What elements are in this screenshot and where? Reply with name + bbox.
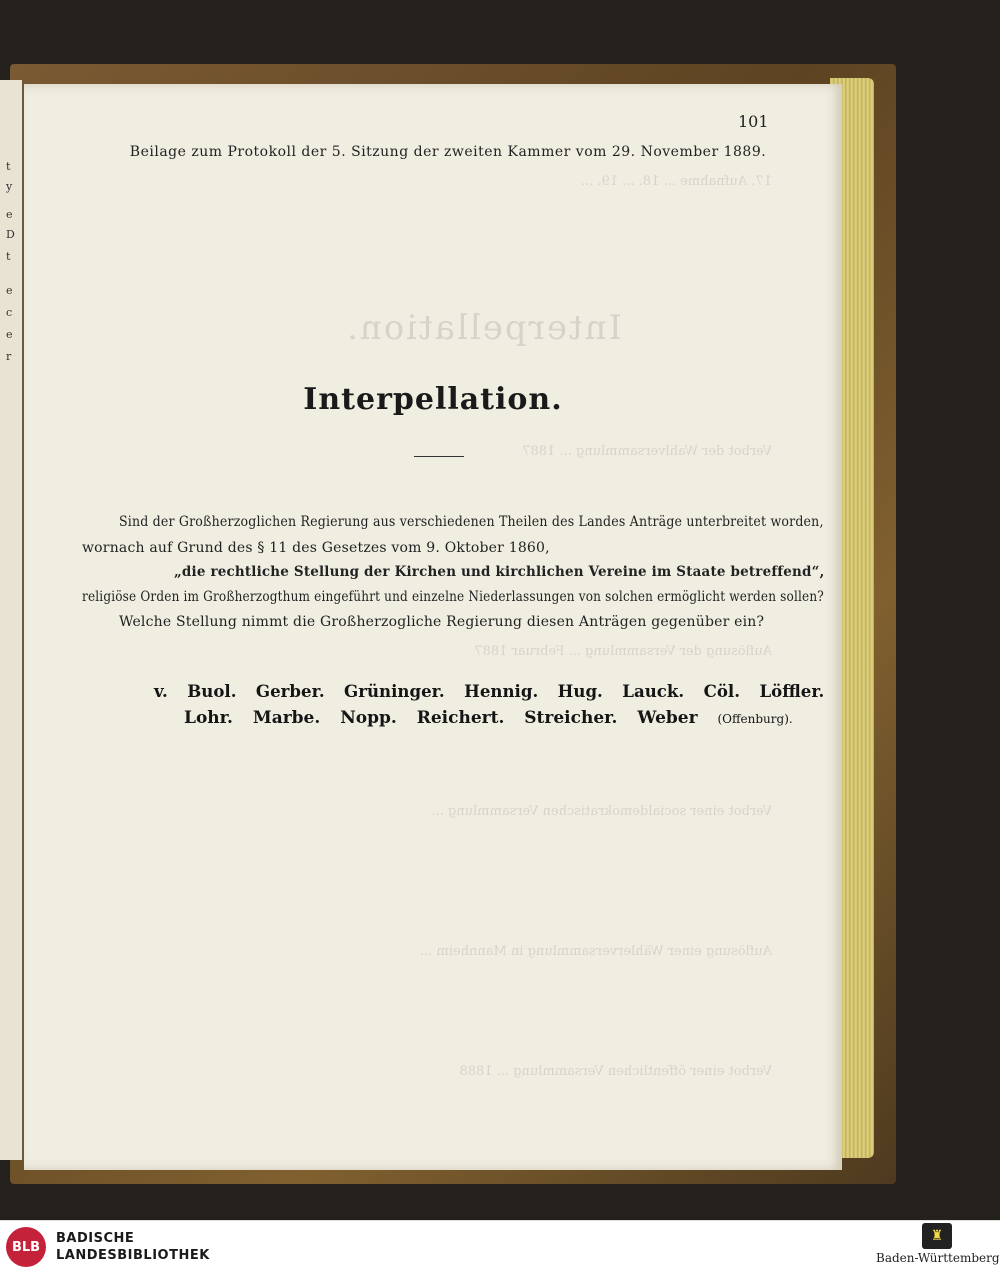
coat-of-arms-icon: ♜ [922, 1223, 952, 1249]
margin-letter: t [6, 250, 11, 263]
viewer-footer [0, 1220, 1000, 1272]
body-line: religiöse Orden im Großherzogthum eingeführt und einzelne Niederlassungen von solchen ermöglicht werden sollen? [82, 589, 824, 605]
bleed-line: Verbot einer öffentlichen Versammlung ... 1888 [459, 1064, 772, 1079]
signers-line-1: v. Buol. Gerber. Grüninger. Hennig. Hug. Lauck. Cöl. Löffler. [154, 682, 825, 702]
quoted-law-title: „die rechtliche Stellung der Kirchen und kirchlichen Vereine im Staate betreffend“, [174, 564, 825, 580]
library-name-line-1: BADISCHE [56, 1231, 135, 1246]
title-rule [414, 456, 464, 457]
body-line: Sind der Großherzoglichen Regierung aus verschiedenen Theilen des Landes Anträge unterbreitet worden, [119, 514, 824, 530]
margin-letter: e [6, 284, 13, 297]
bleed-line: Verbot der Wahlversammlung ... 1887 [522, 444, 772, 459]
body-line: wornach auf Grund des § 11 des Gesetzes vom 9. Oktober 1860, [82, 540, 550, 556]
margin-letter: r [6, 350, 12, 363]
margin-letter: e [6, 208, 13, 221]
margin-letter: t [6, 160, 11, 173]
bleed-line: Auflösung der Versammlung ... Februar 1887 [474, 644, 772, 659]
library-name[interactable] [56, 1230, 210, 1264]
bleed-line: Auflösung einer Wählerversammlung in Mannheim ... [419, 944, 772, 959]
book-page [24, 84, 842, 1170]
state-name: Baden-Württemberg [876, 1251, 1000, 1265]
blb-logo[interactable]: BLB [6, 1227, 46, 1267]
margin-letter: e [6, 328, 13, 341]
signers-names: Lohr. Marbe. Nopp. Reichert. Streicher. Weber [184, 708, 698, 728]
bleed-title: Interpellation. [345, 308, 622, 348]
bleed-line: 17. Aufnahme ... 18. ... 19. ... [580, 174, 772, 189]
library-name-line-2: LANDESBIBLIOTHEK [56, 1248, 210, 1263]
running-head: Beilage zum Protokoll der 5. Sitzung der zweiten Kammer vom 29. November 1889. [129, 144, 767, 160]
body-line: Welche Stellung nimmt die Großherzogliche Regierung diesen Anträgen gegenüber ein? [119, 614, 765, 630]
left-page-sliver [0, 80, 24, 1160]
margin-letter: y [6, 180, 13, 193]
signers-line-2 [184, 708, 793, 728]
page-number: 101 [738, 112, 769, 131]
signers-note: (Offenburg). [717, 712, 793, 726]
document-title: Interpellation. [303, 382, 563, 417]
bleed-line: Verbot einer socialdemokratischen Versammlung ... [431, 804, 772, 819]
margin-letter: D [6, 228, 15, 241]
margin-letter: c [6, 306, 13, 319]
